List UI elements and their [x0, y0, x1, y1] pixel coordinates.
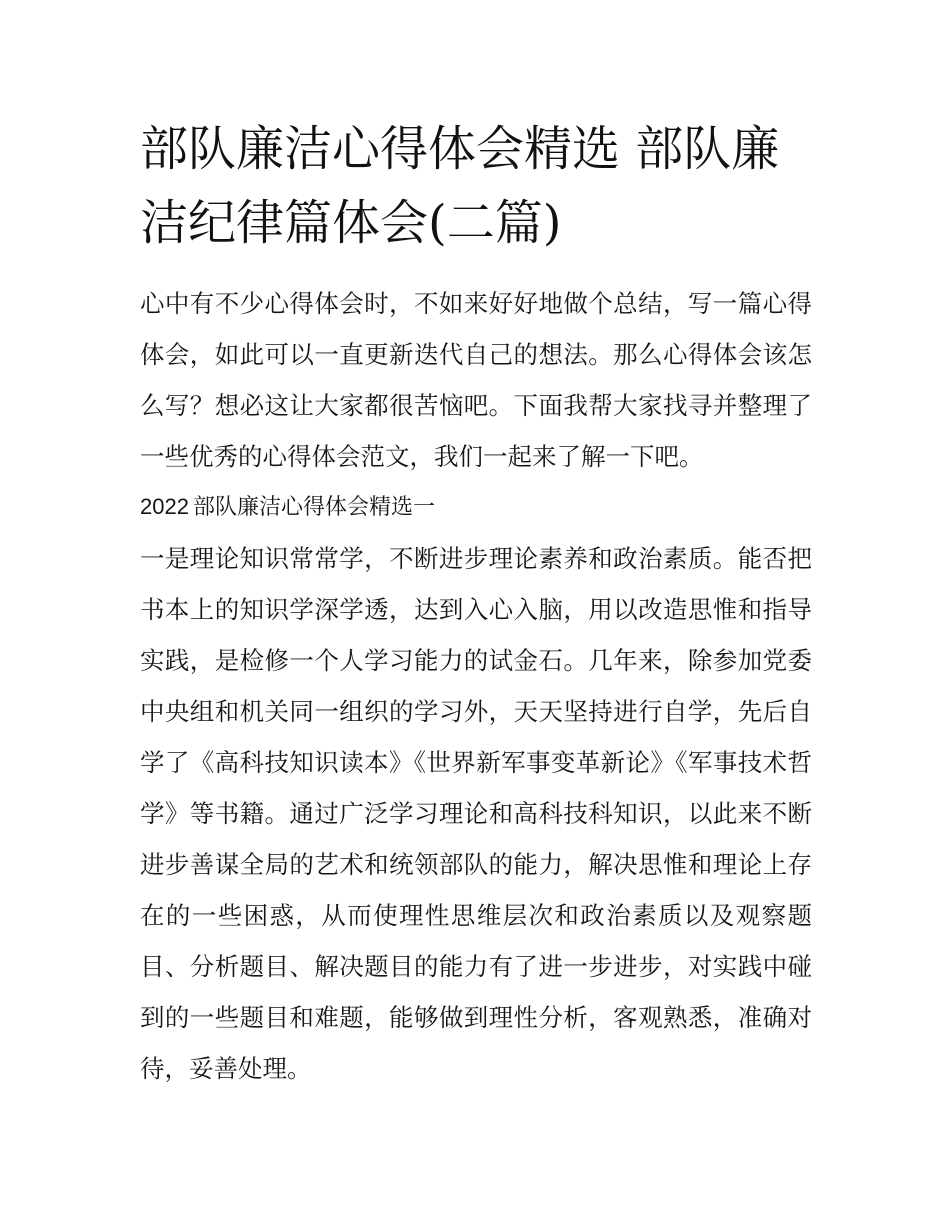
body-paragraph: 一是理论知识常常学，不断进步理论素养和政治素质。能否把书本上的知识学深学透，达到入心入脑，用以改造思惟和指导实践，是检修一个人学习能力的试金石。几年来，除参加党委中央组和机关同一组织的学习外，天天坚持进行自学，先后自学了《高科技知识读本》《世界新军事变革新论》《军事技术哲学》等书籍。通过广泛学习理论和高科技科知识，以此来不断进步善谋全局的艺术和统领部队的能力，解决思惟和理论上存在的一些困惑，从而使理性思维层次和政治素质以及观察题目、分析题目、解决题目的能力有了进一步进步，对实践中碰到的一些题目和难题，能够做到理性分析，客观熟悉，准确对待，妥善处理。: [140, 544, 812, 1083]
section-heading: [140, 482, 812, 533]
section-title: 部队廉洁心得体会精选一: [192, 495, 435, 520]
intro-paragraph: 心中有不少心得体会时，不如来好好地做个总结，写一篇心得体会，如此可以一直更新迭代自己的想法。那么心得体会该怎么写？想必这让大家都很苦恼吧。下面我帮大家找寻并整理了一些优秀的心得体会范文，我们一起来了解一下吧。: [140, 289, 812, 471]
section-year: 2022: [140, 494, 189, 519]
document-content: [140, 112, 812, 1094]
document-title: 部队廉洁心得体会精选 部队廉洁纪律篇体会(二篇): [140, 121, 780, 251]
